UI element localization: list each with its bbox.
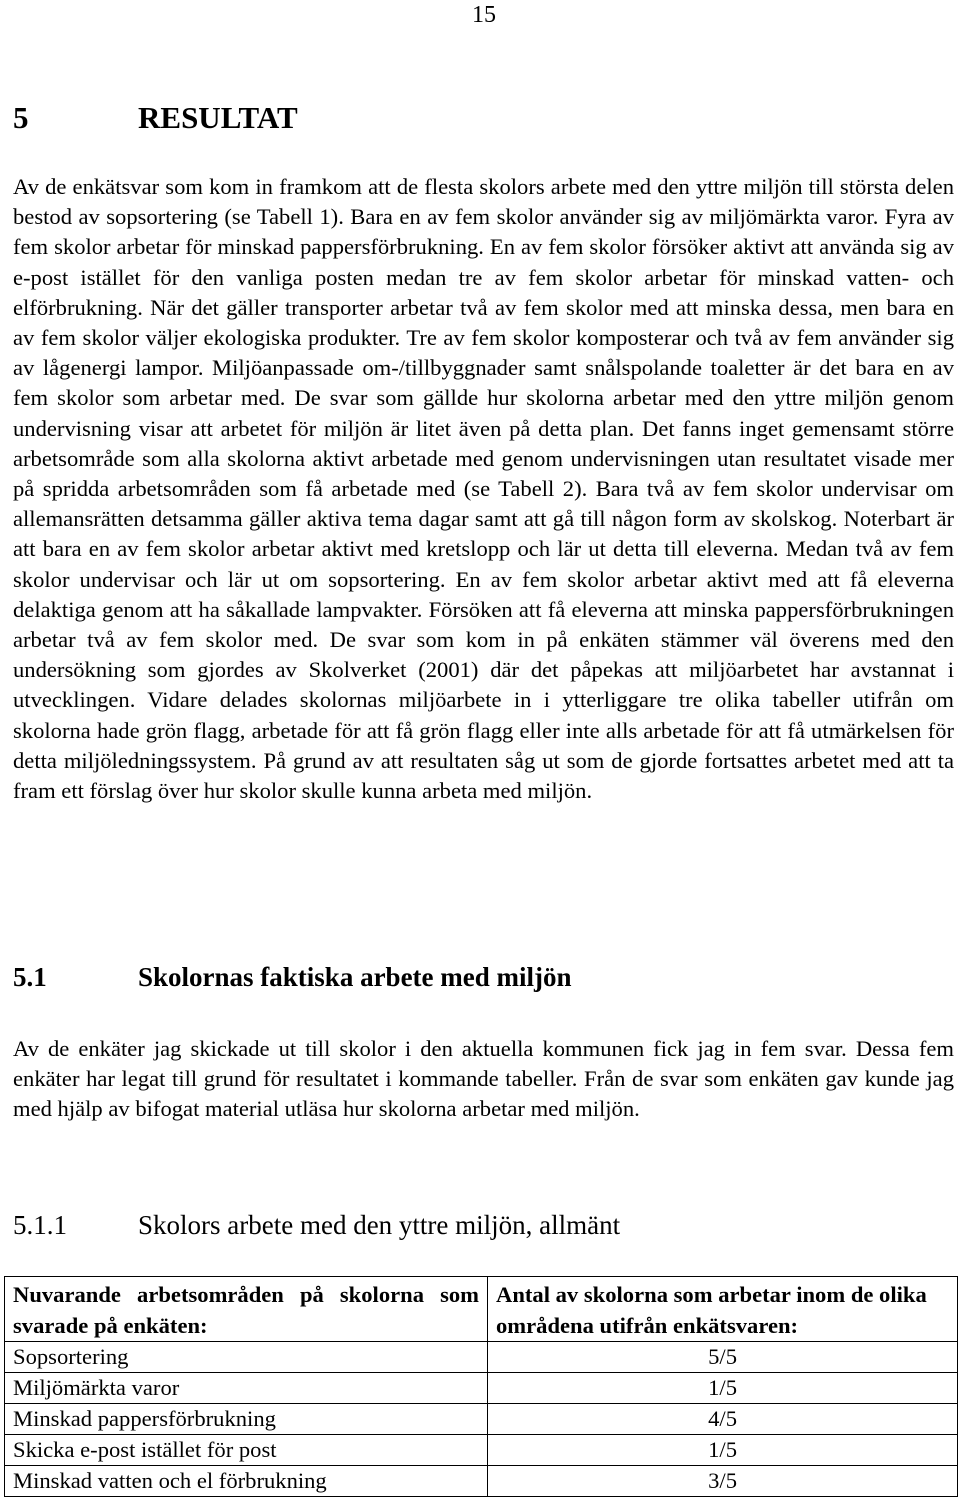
section-heading (13, 100, 298, 136)
table-cell-count: 1/5 (488, 1435, 958, 1466)
results-table (4, 1276, 958, 1497)
table-header-row (5, 1277, 958, 1342)
subsection-heading (13, 962, 572, 993)
table-row (5, 1342, 958, 1373)
table-cell-count: 3/5 (488, 1466, 958, 1497)
table-cell-count: 5/5 (488, 1342, 958, 1373)
subsection-paragraph: Av de enkäter jag skickade ut till skolor i den aktuella kommunen fick jag in fem svar. Dessa fem enkäter har legat till grund för resultatet i kommande tabeller. Från de svar som enkäten gav kunde jag med hjälp av bifogat material utläsa hur skolorna arbetar med miljön. (13, 1036, 954, 1122)
subsubsection-heading (13, 1210, 620, 1241)
subsubsection-number: 5.1.1 (13, 1210, 67, 1240)
table-cell-count: 1/5 (488, 1373, 958, 1404)
table-row (5, 1435, 958, 1466)
table-cell-area: Sopsortering (5, 1342, 488, 1373)
table-row (5, 1466, 958, 1497)
section-title: RESULTAT (138, 100, 298, 135)
subsubsection-title: Skolors arbete med den yttre miljön, allmänt (138, 1210, 621, 1240)
results-paragraph: Av de enkätsvar som kom in framkom att de flesta skolors arbete med den yttre miljön till största delen bestod av sopsortering (se Tabell 1). Bara en av fem skolor använder sig av miljömärkta varor. Fyra av fem skolor arbetar för minskad pappersförbrukning. En av fem skolor försöker aktivt att använda sig av e-post istället för den vanliga posten medan tre av fem skolor arbetar för minskad vatten- och elförbrukning. När det gäller transporter arbetar två av fem skolor med att minska dessa, men bara en av fem skolor väljer ekologiska produkter. Tre av fem skolor komposterar och två av fem använder sig av lågenergi lampor. Miljöanpassade om-/tillbyggnader samt snålspolande toaletter är det bara en av fem skolor som arbetar med. De svar som gällde hur skolorna arbetar med den yttre miljön genom undervisning visar att arbetet för miljön är litet även på detta plan. Det fanns inget gemensamt större arbetsområde som alla skolorna aktivt arbetade med genom undervisningen utan resultatet visade mer på spridda arbetsområden som få arbetade med (se Tabell 2). Bara två av fem skolor undervisar om allemansrätten detsamma gäller aktiva tema dagar samt att gå till någon form av skolskog. Noterbart är att bara en av fem skolor arbetar aktivt med kretslopp och lär ut detta till eleverna. Medan två av fem skolor undervisar och lär ut om sopsortering. En av fem skolor arbetar aktivt med att få eleverna delaktiga genom att ha såkallade lampvakter. Försöken att få eleverna att minska pappersförbrukningen arbetar två av fem skolor med. De svar som kom in på enkäten stämmer väl överens med den undersökning som gjordes av Skolverket (2001) där det påpekas att miljöarbetet har avstannat i utvecklingen. Vidare delades skolornas miljöarbete in i ytterliggare tre olika tabeller utifrån om skolorna hade grön flagg, arbetade för att få grön flagg eller inte alls arbetade för att få utmärkelsen för detta miljöledningssystem. På grund av att resultaten såg ut som de gjorde fortsattes arbetet med att ta fram ett förslag över hur skolor skulle kunna arbeta med miljön. (13, 174, 954, 804)
table-row (5, 1373, 958, 1404)
table-cell-area: Miljömärkta varor (5, 1373, 488, 1404)
subsection-title: Skolornas faktiska arbete med miljön (138, 962, 572, 992)
table-cell-area: Skicka e-post istället för post (5, 1435, 488, 1466)
table-cell-count: 4/5 (488, 1404, 958, 1435)
table-cell-area: Minskad pappersförbrukning (5, 1404, 488, 1435)
table-cell-area: Minskad vatten och el förbrukning (5, 1466, 488, 1497)
table-row (5, 1404, 958, 1435)
section-number: 5 (13, 100, 29, 135)
subsection-number: 5.1 (13, 962, 47, 992)
table-header-count: Antal av skolorna som arbetar inom de olika områdena utifrån enkätsvaren: (488, 1277, 958, 1342)
table-header-area: Nuvarande arbetsområden på skolorna som svarade på enkäten: (5, 1277, 488, 1342)
page-number: 15 (472, 2, 496, 28)
